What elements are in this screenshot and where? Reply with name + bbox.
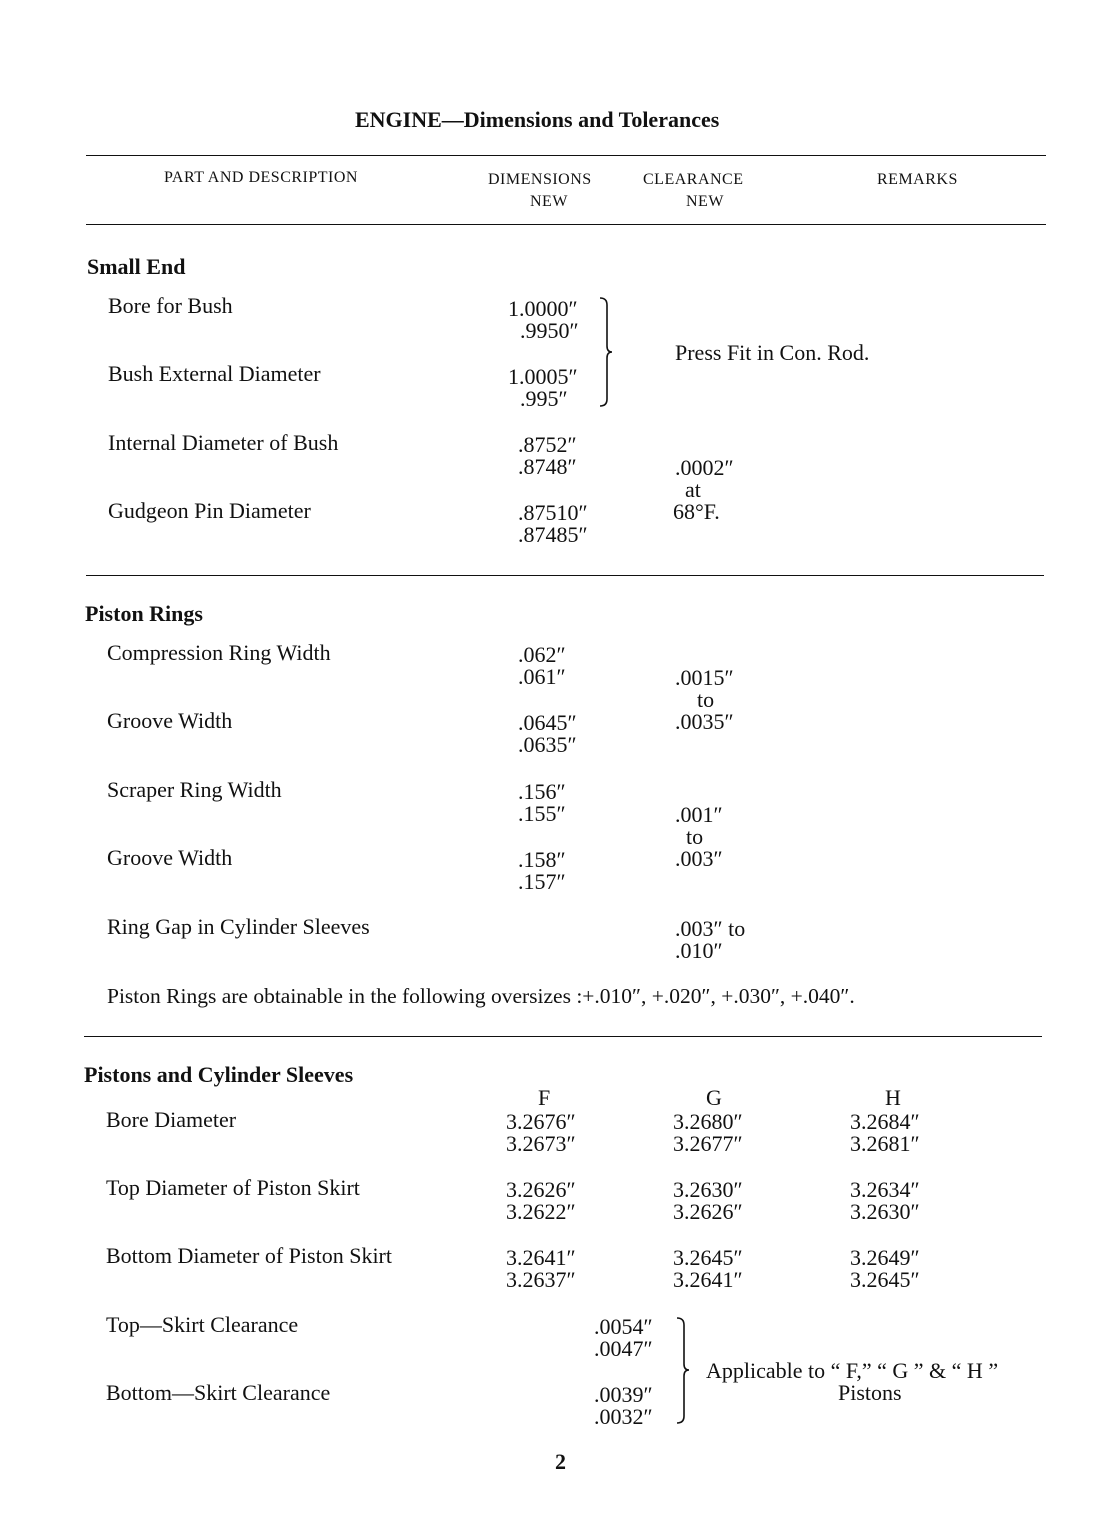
compression-clearance-to: to [697, 687, 715, 712]
bore-h-max: 3.2684″ [850, 1109, 920, 1134]
compression-ring-label: Compression Ring Width [107, 640, 331, 665]
groove-width-2-min: .157″ [518, 869, 566, 894]
top-skirt-clearance-label: Top—Skirt Clearance [106, 1312, 299, 1337]
grade-h-header: H [885, 1085, 901, 1110]
internal-diameter-max: .8752″ [518, 432, 577, 457]
bottom-skirt-f-min: 3.2637″ [506, 1267, 576, 1292]
header-top-rule [86, 155, 1046, 156]
oversizes-note: Piston Rings are obtainable in the following oversizes :+.010″, +.020″, +.030″, +.040″. [107, 984, 855, 1008]
scraper-ring-label: Scraper Ring Width [107, 777, 282, 802]
bore-for-bush-max: 1.0000″ [508, 296, 578, 321]
applicable-remark: Applicable to “ F,” “ G ” & “ H ” [706, 1358, 999, 1383]
compression-clearance-2: .0035″ [675, 709, 734, 734]
press-fit-remark: Press Fit in Con. Rod. [675, 340, 870, 365]
scraper-clearance-2: .003″ [675, 846, 723, 871]
bottom-skirt-g-max: 3.2645″ [673, 1245, 743, 1270]
page-number: 2 [555, 1449, 566, 1474]
groove-width-1-label: Groove Width [107, 708, 233, 733]
groove-width-2-label: Groove Width [107, 845, 233, 870]
bore-f-max: 3.2676″ [506, 1109, 576, 1134]
section-pistons-sleeves: Pistons and Cylinder Sleeves [84, 1062, 354, 1087]
small-end-clearance: .0002″ [675, 455, 734, 480]
header-dimensions-new: NEW [530, 193, 568, 210]
header-remarks: REMARKS [877, 171, 958, 188]
bore-g-max: 3.2680″ [673, 1109, 743, 1134]
ring-gap-value-2: .010″ [675, 938, 723, 963]
bush-external-max: 1.0005″ [508, 364, 578, 389]
bottom-skirt-h-min: 3.2645″ [850, 1267, 920, 1292]
header-part: PART AND DESCRIPTION [164, 169, 358, 186]
bore-g-min: 3.2677″ [673, 1131, 743, 1156]
small-end-bottom-rule [86, 575, 1044, 576]
small-end-clearance-temp: 68°F. [673, 499, 720, 524]
page-title: ENGINE—Dimensions and Tolerances [355, 107, 720, 132]
top-skirt-clearance-max: .0054″ [594, 1314, 653, 1339]
bore-diameter-label: Bore Diameter [106, 1107, 237, 1132]
bottom-skirt-f-max: 3.2641″ [506, 1245, 576, 1270]
bore-for-bush-label: Bore for Bush [108, 293, 233, 318]
section-small-end: Small End [87, 254, 186, 279]
bore-f-min: 3.2673″ [506, 1131, 576, 1156]
ring-gap-label: Ring Gap in Cylinder Sleeves [107, 914, 370, 939]
bottom-skirt-clearance-max: .0039″ [594, 1382, 653, 1407]
applicable-remark-pistons: Pistons [838, 1380, 902, 1405]
section-piston-rings: Piston Rings [85, 601, 203, 626]
piston-rings-bottom-rule [84, 1036, 1042, 1037]
bore-for-bush-min: .9950″ [520, 318, 579, 343]
applicable-brace [675, 1316, 695, 1426]
compression-clearance-1: .0015″ [675, 665, 734, 690]
top-skirt-f-min: 3.2622″ [506, 1199, 576, 1224]
bush-external-min: .995″ [520, 386, 568, 411]
bottom-skirt-h-max: 3.2649″ [850, 1245, 920, 1270]
top-skirt-clearance-min: .0047″ [594, 1336, 653, 1361]
top-skirt-h-min: 3.2630″ [850, 1199, 920, 1224]
header-dimensions: DIMENSIONS [488, 171, 592, 188]
bore-h-min: 3.2681″ [850, 1131, 920, 1156]
press-fit-brace [598, 296, 618, 408]
top-skirt-g-max: 3.2630″ [673, 1177, 743, 1202]
bottom-skirt-g-min: 3.2641″ [673, 1267, 743, 1292]
bottom-skirt-clearance-label: Bottom—Skirt Clearance [106, 1380, 331, 1405]
internal-diameter-min: .8748″ [518, 454, 577, 479]
scraper-ring-min: .155″ [518, 801, 566, 826]
compression-ring-min: .061″ [518, 664, 566, 689]
grade-g-header: G [706, 1085, 722, 1110]
groove-width-1-min: .0635″ [518, 732, 577, 757]
gudgeon-pin-min: .87485″ [518, 522, 588, 547]
groove-width-2-max: .158″ [518, 847, 566, 872]
grade-f-header: F [538, 1085, 551, 1110]
top-skirt-f-max: 3.2626″ [506, 1177, 576, 1202]
ring-gap-value-1: .003″ to [675, 916, 746, 941]
small-end-clearance-at: at [685, 477, 701, 502]
top-skirt-g-min: 3.2626″ [673, 1199, 743, 1224]
groove-width-1-max: .0645″ [518, 710, 577, 735]
gudgeon-pin-label: Gudgeon Pin Diameter [108, 498, 311, 523]
top-skirt-diameter-label: Top Diameter of Piston Skirt [106, 1175, 360, 1200]
gudgeon-pin-max: .87510″ [518, 500, 588, 525]
header-clearance-new: NEW [686, 193, 724, 210]
internal-diameter-label: Internal Diameter of Bush [108, 430, 339, 455]
scraper-clearance-1: .001″ [675, 802, 723, 827]
compression-ring-max: .062″ [518, 642, 566, 667]
header-bottom-rule [86, 224, 1046, 225]
bush-external-label: Bush External Diameter [108, 361, 321, 386]
header-clearance: CLEARANCE [643, 171, 744, 188]
bottom-skirt-clearance-min: .0032″ [594, 1404, 653, 1429]
scraper-ring-max: .156″ [518, 779, 566, 804]
top-skirt-h-max: 3.2634″ [850, 1177, 920, 1202]
scraper-clearance-to: to [686, 824, 704, 849]
bottom-skirt-diameter-label: Bottom Diameter of Piston Skirt [106, 1243, 392, 1268]
